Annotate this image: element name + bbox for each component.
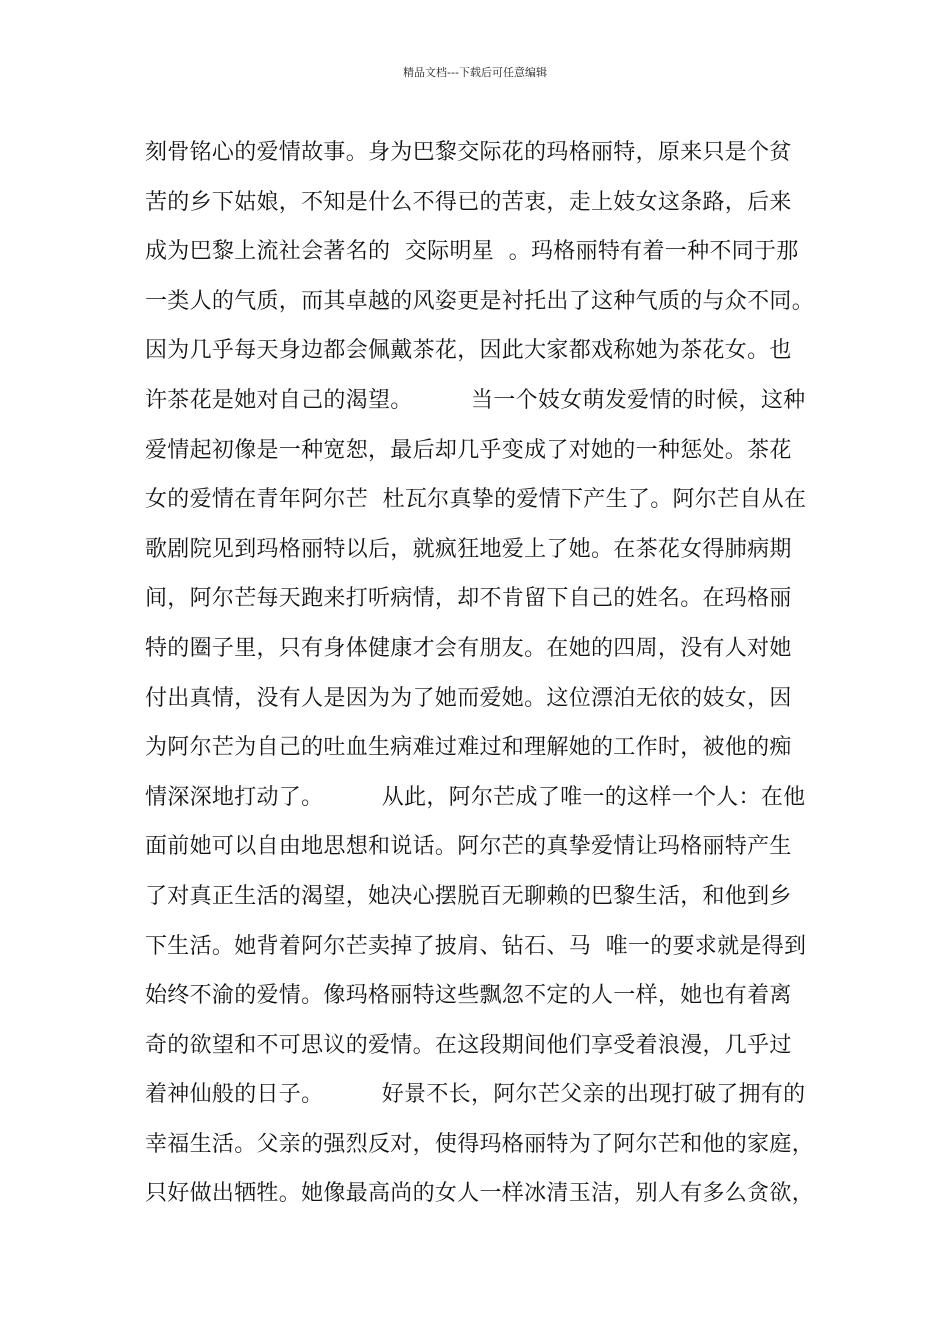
text-line: 情深深地打动了。 从此，阿尔芒成了唯一的这样一个人：在他 (145, 784, 806, 810)
document-body (145, 128, 845, 1219)
text-line: 因为几乎每天身边都会佩戴茶花，因此大家都戏称她为茶花女。也 (145, 338, 792, 364)
text-line: 为阿尔芒为自己的吐血生病难过难过和理解她的工作时，被他的痴 (145, 735, 792, 761)
page-header: 精品文档---下载后可任意编辑 (403, 66, 547, 79)
text-line: 幸福生活。父亲的强烈反对，使得玛格丽特为了阿尔芒和他的家庭， (145, 1131, 815, 1157)
text-line: 刻骨铭心的爱情故事。身为巴黎交际花的玛格丽特，原来只是个贫 (145, 140, 792, 165)
text-line: 苦的乡下姑娘，不知是什么不得已的苦衷，走上妓女这条路，后来 (145, 189, 792, 215)
text-line: 始终不渝的爱情。像玛格丽特这些飘忽不定的人一样，她也有着离 (145, 983, 792, 1009)
text-line: 只好做出牺牲。她像最高尚的女人一样冰清玉洁，别人有多么贪欲， (145, 1181, 815, 1207)
text-line: 面前她可以自由地思想和说话。阿尔芒的真挚爱情让玛格丽特产生 (145, 834, 792, 860)
text-line: 成为巴黎上流社会著名的 交际明星 。玛格丽特有着一种不同于那 (145, 239, 799, 265)
text-line: 爱情起初像是一种宽恕，最后却几乎变成了对她的一种惩处。茶花 (145, 437, 792, 463)
text-line: 奇的欲望和不可思议的爱情。在这段期间他们享受着浪漫，几乎过 (145, 1032, 792, 1058)
text-line: 了对真正生活的渴望，她决心摆脱百无聊赖的巴黎生活，和他到乡 (145, 883, 792, 909)
text-line: 着神仙般的日子。 好景不长，阿尔芒父亲的出现打破了拥有的 (145, 1082, 806, 1108)
text-line: 间，阿尔芒每天跑来打听病情，却不肯留下自己的姓名。在玛格丽 (145, 586, 792, 612)
text-line: 一类人的气质，而其卓越的风姿更是衬托出了这种气质的与众不同。 (145, 288, 815, 314)
text-line: 歌剧院见到玛格丽特以后，就疯狂地爱上了她。在茶花女得肺病期 (145, 536, 792, 562)
text-line: 付出真情，没有人是因为为了她而爱她。这位漂泊无依的妓女，因 (145, 685, 792, 711)
text-line: 特的圈子里，只有身体健康才会有朋友。在她的四周，没有人对她 (145, 635, 792, 661)
text-line: 下生活。她背着阿尔芒卖掉了披肩、钻石、马 唯一的要求就是得到 (145, 933, 807, 959)
text-line: 许茶花是她对自己的渴望。 当一个妓女萌发爱情的时候，这种 (145, 387, 806, 413)
text-line: 女的爱情在青年阿尔芒 杜瓦尔真挚的爱情下产生了。阿尔芒自从在 (145, 487, 807, 513)
